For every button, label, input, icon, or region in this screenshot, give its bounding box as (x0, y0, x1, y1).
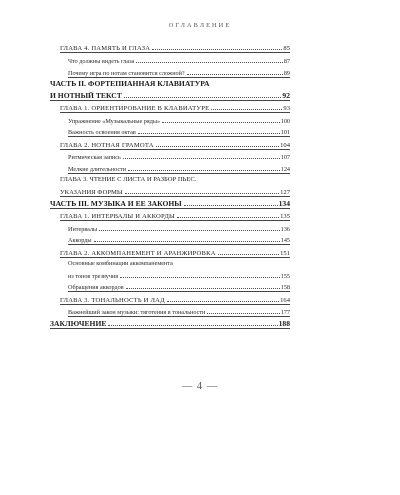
toc-entry-title: Аккорды (68, 237, 92, 245)
dot-leader (187, 74, 283, 75)
toc-entry-title: Ритмическая запись (68, 154, 121, 162)
toc-entry[interactable] (60, 174, 290, 197)
dot-leader (120, 277, 280, 278)
toc-entry[interactable] (68, 258, 290, 280)
toc-entry-title: Мелкие длительности (68, 165, 127, 173)
toc-entry-title: ЗАКЛЮЧЕНИЕ (50, 319, 107, 329)
toc-entry-title: ГЛАВА 4. ПАМЯТЬ И ГЛАЗА (60, 45, 151, 53)
dot-leader (99, 230, 280, 231)
dot-leader (123, 158, 280, 159)
toc-entry-title: Обращения аккордов (68, 284, 124, 292)
toc-entry[interactable] (50, 197, 290, 209)
toc-entry[interactable] (60, 101, 290, 113)
toc-entry[interactable] (50, 317, 290, 329)
dot-leader (94, 241, 280, 242)
toc-entry-title: ГЛАВА 1. ИНТЕРВАЛЫ И АККОРДЫ (60, 213, 175, 221)
dot-leader (126, 288, 280, 289)
dot-leader (207, 313, 279, 314)
toc-entry-page: 124 (280, 165, 290, 173)
table-of-contents (50, 41, 290, 329)
toc-entry[interactable] (60, 209, 290, 221)
toc-entry-title: Важнейший закон музыки: тяготения в тональности (68, 309, 206, 317)
toc-entry-page: 93 (283, 104, 290, 112)
toc-entry[interactable] (50, 78, 290, 101)
toc-entry[interactable] (68, 150, 290, 162)
toc-entry[interactable] (68, 233, 290, 246)
toc-entry-title: Что должны видеть глаза (68, 57, 135, 65)
toc-entry-title-line2: УКАЗАНИЯ ФОРМЫ (60, 188, 123, 196)
dot-leader (108, 325, 277, 326)
toc-entry-title-line2: И НОТНЫЙ ТЕКСТ (50, 90, 122, 100)
toc-entry-page: 145 (280, 237, 290, 245)
toc-entry-title: Важность освоения октав (68, 129, 136, 137)
toc-entry-title: ГЛАВА 3. ТОНАЛЬНОСТЬ И ЛАД (60, 296, 165, 304)
toc-entry-page: 85 (283, 45, 290, 53)
toc-entry-page: 101 (280, 129, 290, 137)
toc-entry-title: ГЛАВА 2. НОТНАЯ ГРАМОТА (60, 141, 154, 149)
toc-entry-page: 135 (280, 213, 290, 221)
toc-entry[interactable] (60, 137, 290, 149)
toc-entry-title-line1: ГЛАВА 3. ЧТЕНИЕ С ЛИСТА И РАЗБОР ПЬЕС. (60, 175, 197, 183)
toc-entry-page: 158 (280, 284, 290, 292)
toc-entry-page: 134 (278, 198, 290, 208)
dot-leader (128, 170, 280, 171)
toc-entry[interactable] (68, 53, 290, 65)
dot-leader (211, 109, 282, 110)
toc-entry-title: Почему игра по нотам становится сложной? (68, 69, 185, 77)
dot-leader (184, 205, 278, 206)
toc-entry-title: ГЛАВА 2. АККОМПАНЕМЕНТ И АРАНЖИРОВКА (60, 249, 216, 257)
toc-entry-page: 104 (280, 141, 290, 149)
dot-leader (167, 301, 279, 302)
toc-entry-page: 92 (282, 90, 290, 100)
toc-entry[interactable] (68, 113, 290, 125)
toc-entry-title: ЧАСТЬ III. МУЗЫКА И ЕЕ ЗАКОНЫ (50, 198, 182, 208)
toc-entry-title-line2: из тонов трезвучия (68, 272, 119, 280)
toc-entry-title: ГЛАВА 1. ОРИЕНТИРОВАНИЕ В КЛАВИАТУРЕ (60, 104, 210, 112)
dot-leader (136, 62, 283, 63)
toc-entry-title-line1: Основные комбинации аккомпанемента (68, 259, 173, 267)
toc-entry-page: 100 (280, 117, 290, 125)
dot-leader (138, 133, 280, 134)
toc-entry-title-line1: ЧАСТЬ II. ФОРТЕПИАННАЯ КЛАВИАТУРА (50, 78, 210, 88)
toc-entry[interactable] (60, 41, 290, 53)
toc-entry-page: 107 (280, 154, 290, 162)
dot-leader (218, 254, 279, 255)
dot-leader (177, 217, 279, 218)
dot-leader (124, 97, 282, 98)
toc-entry[interactable] (68, 125, 290, 138)
toc-entry-page: 188 (278, 319, 290, 329)
toc-entry-title: Интервалы (68, 225, 98, 233)
toc-entry[interactable] (68, 221, 290, 233)
toc-entry[interactable] (60, 245, 290, 257)
page-number: — 4 — (181, 381, 219, 392)
dot-leader (152, 49, 282, 50)
toc-entry-page: 127 (280, 188, 290, 196)
toc-entry-page: 136 (280, 225, 290, 233)
toc-entry[interactable] (68, 65, 290, 78)
toc-entry[interactable] (60, 292, 290, 304)
dot-leader (162, 122, 280, 123)
toc-entry-page: 151 (280, 249, 290, 257)
toc-entry-page: 155 (280, 272, 290, 280)
toc-entry-page: 87 (283, 57, 290, 65)
toc-entry-title: Упражнение «Музыкальные ряды» (68, 117, 161, 125)
dot-leader (156, 146, 279, 147)
toc-entry[interactable] (68, 305, 290, 318)
toc-entry[interactable] (68, 161, 290, 174)
page-header: ОГЛАВЛЕНИЕ (168, 22, 232, 29)
toc-entry-page: 164 (280, 296, 290, 304)
toc-entry[interactable] (68, 280, 290, 293)
toc-entry-page: 177 (280, 309, 290, 317)
dot-leader (125, 193, 279, 194)
toc-entry-page: 89 (283, 69, 290, 77)
